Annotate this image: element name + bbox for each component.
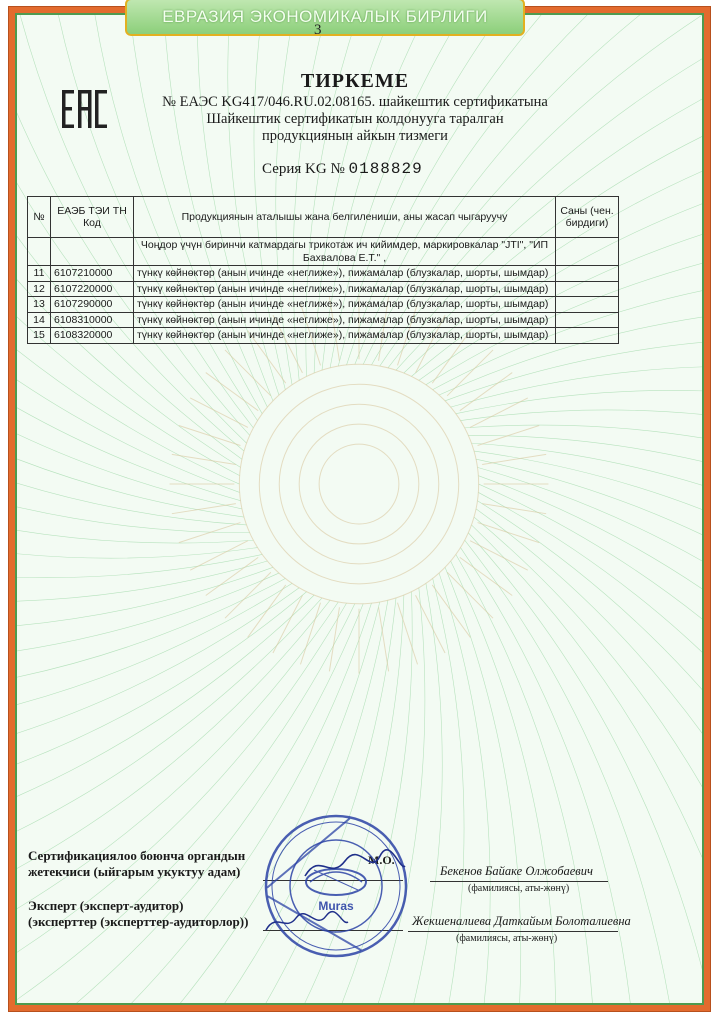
serial-number — [262, 160, 423, 178]
stamp-text: Muras — [318, 899, 354, 913]
row-num: 13 — [28, 297, 51, 313]
head-handwritten-signature — [300, 846, 410, 886]
header-qty: Саны (чен. бирдиги) — [556, 197, 619, 238]
serial-label: Серия KG № — [262, 161, 345, 177]
intro-qty — [556, 238, 619, 266]
intro-code — [51, 238, 134, 266]
row-name: түнкү көйнөктөр (анын ичинде «неглиже»), пижамалар (блузкалар, шорты, шымдар) — [134, 281, 556, 297]
header-num: № — [28, 197, 51, 238]
row-num: 11 — [28, 266, 51, 282]
row-qty — [556, 266, 619, 282]
intro-num — [28, 238, 51, 266]
expert-signature-label — [28, 898, 248, 930]
row-qty — [556, 281, 619, 297]
document-title: ТИРКЕМЕ — [300, 70, 410, 92]
expert-label-line1: Эксперт (эксперт-аудитор) — [28, 898, 184, 913]
eurasian-union-banner — [125, 0, 525, 36]
expert-name-line — [408, 931, 618, 932]
product-table — [27, 196, 619, 344]
page-number: 3 — [314, 22, 322, 38]
title-line-2: Шайкештик сертификатын колдонууга таралган — [206, 111, 504, 127]
row-code: 6107220000 — [51, 281, 134, 297]
eac-logo — [60, 88, 110, 130]
seal-mark: М.О. — [368, 853, 395, 867]
table-intro-row — [28, 238, 619, 266]
header-code: ЕАЭБ ТЭИ ТН Код — [51, 197, 134, 238]
row-name: түнкү көйнөктөр (анын ичинде «неглиже»), пижамалар (блузкалар, шорты, шымдар) — [134, 328, 556, 344]
expert-handwritten-signature — [262, 906, 352, 938]
head-label-line2: жетекчиси (ыйгарым укуктуу адам) — [28, 864, 241, 879]
table-row — [28, 297, 619, 313]
serial-value: 0188829 — [348, 160, 423, 178]
table-row — [28, 266, 619, 282]
row-num: 15 — [28, 328, 51, 344]
table-row — [28, 328, 619, 344]
row-code: 6107290000 — [51, 297, 134, 313]
row-qty — [556, 297, 619, 313]
head-name-caption: (фамилиясы, аты-жөнү) — [468, 883, 570, 894]
table-row — [28, 312, 619, 328]
expert-label-line2: (эксперттер (эксперттер-аудиторлор)) — [28, 914, 249, 929]
row-name: түнкү көйнөктөр (анын ичинде «неглиже»), пижамалар (блузкалар, шорты, шымдар) — [134, 266, 556, 282]
table-header-row — [28, 197, 619, 238]
row-code: 6107210000 — [51, 266, 134, 282]
head-name-line — [430, 881, 608, 882]
row-qty — [556, 328, 619, 344]
row-code: 6108310000 — [51, 312, 134, 328]
row-code: 6108320000 — [51, 328, 134, 344]
document-title-block — [120, 70, 590, 145]
header-name: Продукциянын аталышы жана белгилениши, аны жасап чыгаруучу — [134, 197, 556, 238]
banner-text: ЕВРАЗИЯ ЭКОНОМИКАЛЫК БИРЛИГИ — [162, 7, 488, 26]
expert-name-caption: (фамилиясы, аты-жөнү) — [456, 933, 558, 944]
certificate-reference: № ЕАЭС KG417/046.RU.02.08165. шайкештик сертификатына — [162, 94, 548, 110]
head-label-line1: Сертификациялоо боюнча органдын — [28, 848, 246, 863]
title-line-3: продукциянын айкын тизмеги — [262, 128, 448, 144]
row-num: 12 — [28, 281, 51, 297]
row-name: түнкү көйнөктөр (анын ичинде «неглиже»), пижамалар (блузкалар, шорты, шымдар) — [134, 312, 556, 328]
head-name: Бекенов Байаке Олжобаевич — [440, 864, 593, 878]
head-signature-label — [28, 848, 245, 880]
row-qty — [556, 312, 619, 328]
intro-name: Чоңдор үчүн биринчи катмардагы трикотаж ич кийимдер, маркировкалар "JTI", "ИП Бахвалова Е.Т." , — [134, 238, 556, 266]
expert-name: Жекшеналиева Даткайым Болоталиевна — [412, 914, 631, 928]
row-num: 14 — [28, 312, 51, 328]
table-row — [28, 281, 619, 297]
row-name: түнкү көйнөктөр (анын ичинде «неглиже»), пижамалар (блузкалар, шорты, шымдар) — [134, 297, 556, 313]
